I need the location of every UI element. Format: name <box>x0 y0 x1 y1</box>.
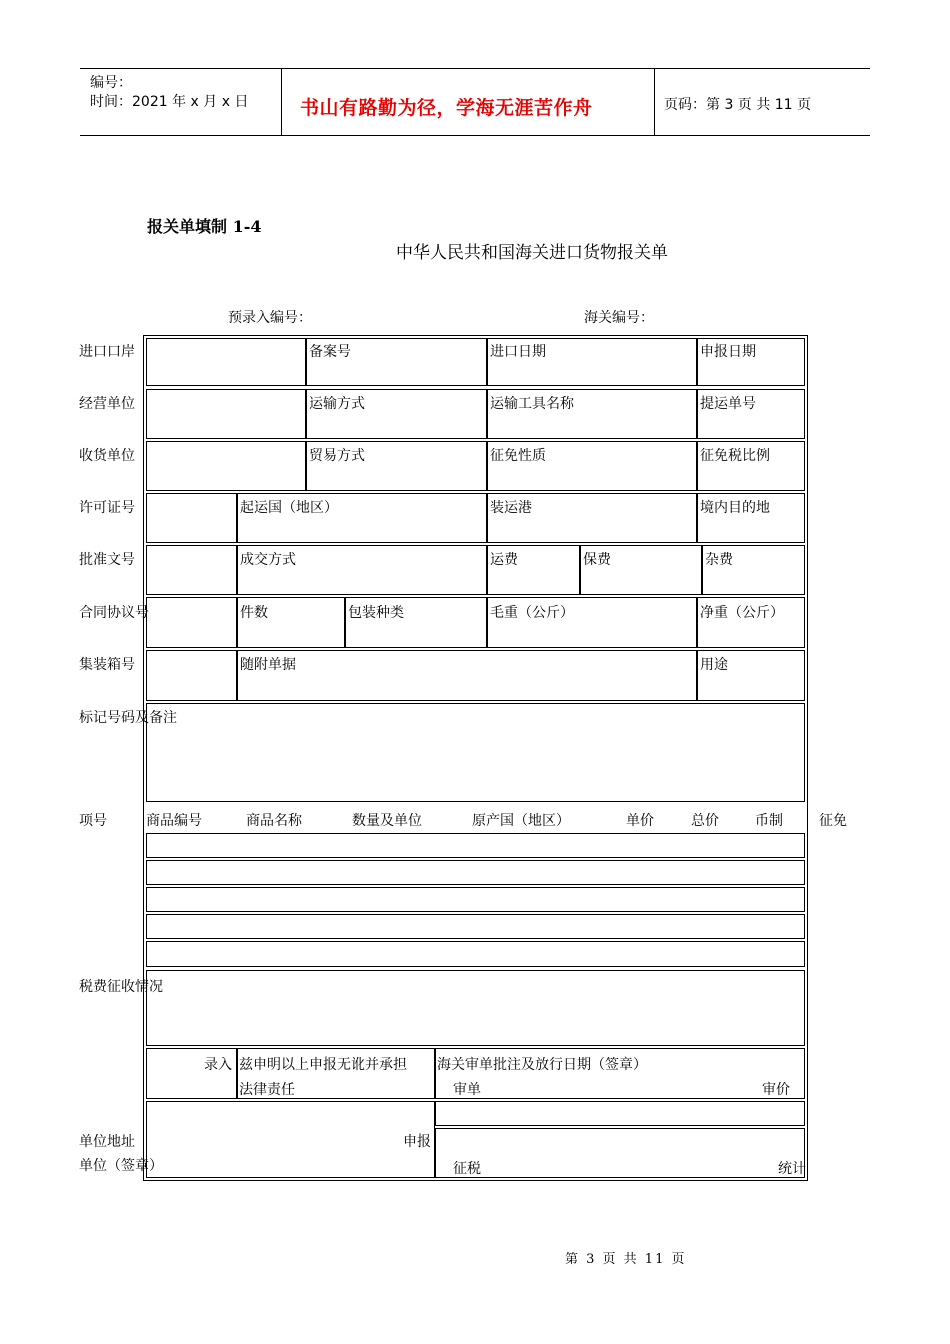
label-usage: 用途 <box>700 657 728 673</box>
header-top-rule <box>80 68 870 69</box>
label-net: 净重（公斤） <box>700 605 784 621</box>
row-label-approval: 批准文号 <box>79 552 135 568</box>
row-label-unit-seal: 单位（签章） <box>79 1158 163 1174</box>
col-goods-code: 商品编号 <box>146 813 202 829</box>
field-tax-collection[interactable] <box>146 970 805 1046</box>
row-label-consignee: 收货单位 <box>79 448 135 464</box>
row-label-tax: 税费征收情况 <box>79 979 163 995</box>
label-origin-country: 起运国（地区） <box>240 500 338 516</box>
label-gross: 毛重（公斤） <box>490 605 574 621</box>
doc-title: 中华人民共和国海关进口货物报关单 <box>396 243 668 263</box>
label-loading-port: 装运港 <box>490 500 532 516</box>
label-docs: 随附单据 <box>240 657 296 673</box>
time-label: 时间：2021 年 x 月 x 日 <box>90 94 249 110</box>
label-entry-tail: 录入 <box>204 1057 232 1073</box>
col-currency: 币制 <box>755 813 783 829</box>
goods-row[interactable] <box>146 941 805 967</box>
label-declare-date: 申报日期 <box>700 344 756 360</box>
goods-row[interactable] <box>146 833 805 858</box>
label-misc: 杂费 <box>705 552 733 568</box>
col-unit-price: 单价 <box>626 813 654 829</box>
goods-row[interactable] <box>146 887 805 912</box>
row-label-marks: 标记号码及备注 <box>79 710 177 726</box>
col-total-price: 总价 <box>691 813 719 829</box>
field-consignee[interactable] <box>146 441 306 491</box>
label-stats: 统计 <box>778 1161 806 1177</box>
page-label: 页码：第 3 页 共 11 页 <box>664 97 811 113</box>
label-customs-approval: 海关审单批注及放行日期（签章） <box>437 1057 647 1073</box>
label-tax-ratio: 征免税比例 <box>700 448 770 464</box>
customs-no: 海关编号： <box>584 310 654 326</box>
field-contract[interactable] <box>146 597 237 648</box>
field-approval[interactable] <box>146 545 237 595</box>
goods-row[interactable] <box>146 914 805 939</box>
label-price-review: 审价 <box>762 1082 790 1098</box>
number-label: 编号： <box>90 75 132 91</box>
page-footer: 第 3 页 共 11 页 <box>565 1252 687 1267</box>
label-transport-name: 运输工具名称 <box>490 396 574 412</box>
col-goods-name: 商品名称 <box>246 813 302 829</box>
field-marks[interactable] <box>146 703 805 802</box>
col-exemption: 征免 <box>819 813 847 829</box>
motto: 书山有路勤为径，学海无涯苦作舟 <box>300 97 593 119</box>
label-freight: 运费 <box>490 552 518 568</box>
row-label-address: 单位地址 <box>79 1134 135 1150</box>
label-record-no: 备案号 <box>309 344 351 360</box>
field-docs[interactable] <box>237 650 697 701</box>
field-license[interactable] <box>146 493 237 543</box>
col-qty-unit: 数量及单位 <box>352 813 422 829</box>
row-label-port: 进口口岸 <box>79 344 135 360</box>
label-levy: 征税 <box>453 1161 481 1177</box>
label-declare-stmt-2: 法律责任 <box>239 1082 295 1098</box>
header-bottom-rule <box>80 135 870 136</box>
field-review-row[interactable] <box>435 1101 805 1126</box>
label-declare: 申报 <box>403 1134 431 1150</box>
label-package: 包装种类 <box>348 605 404 621</box>
doc-subtitle: 报关单填制 1-4 <box>147 217 262 236</box>
pre-entry-no: 预录入编号： <box>228 310 312 326</box>
label-dest: 境内目的地 <box>700 500 770 516</box>
label-trade-mode: 贸易方式 <box>309 448 365 464</box>
label-insurance: 保费 <box>583 552 611 568</box>
label-import-date: 进口日期 <box>490 344 546 360</box>
label-transport-mode: 运输方式 <box>309 396 365 412</box>
label-bill-no: 提运单号 <box>700 396 756 412</box>
label-pieces: 件数 <box>240 605 268 621</box>
row-label-item: 项号 <box>79 813 107 829</box>
header-divider <box>281 68 282 135</box>
row-label-contract: 合同协议号 <box>79 605 149 621</box>
field-operator[interactable] <box>146 389 306 439</box>
field-levy-row[interactable] <box>435 1128 805 1178</box>
goods-row[interactable] <box>146 860 805 885</box>
row-label-license: 许可证号 <box>79 500 135 516</box>
field-declarant-unit[interactable] <box>146 1101 435 1178</box>
col-origin: 原产国（地区） <box>472 813 570 829</box>
row-label-container: 集装箱号 <box>79 657 135 673</box>
header-divider <box>654 68 655 135</box>
field-container[interactable] <box>146 650 237 701</box>
row-label-operator: 经营单位 <box>79 396 135 412</box>
label-declare-stmt-1: 兹申明以上申报无讹并承担 <box>239 1057 407 1073</box>
label-review: 审单 <box>453 1082 481 1098</box>
field-port[interactable] <box>146 338 306 386</box>
label-tax-nature: 征免性质 <box>490 448 546 464</box>
label-deal-mode: 成交方式 <box>240 552 296 568</box>
